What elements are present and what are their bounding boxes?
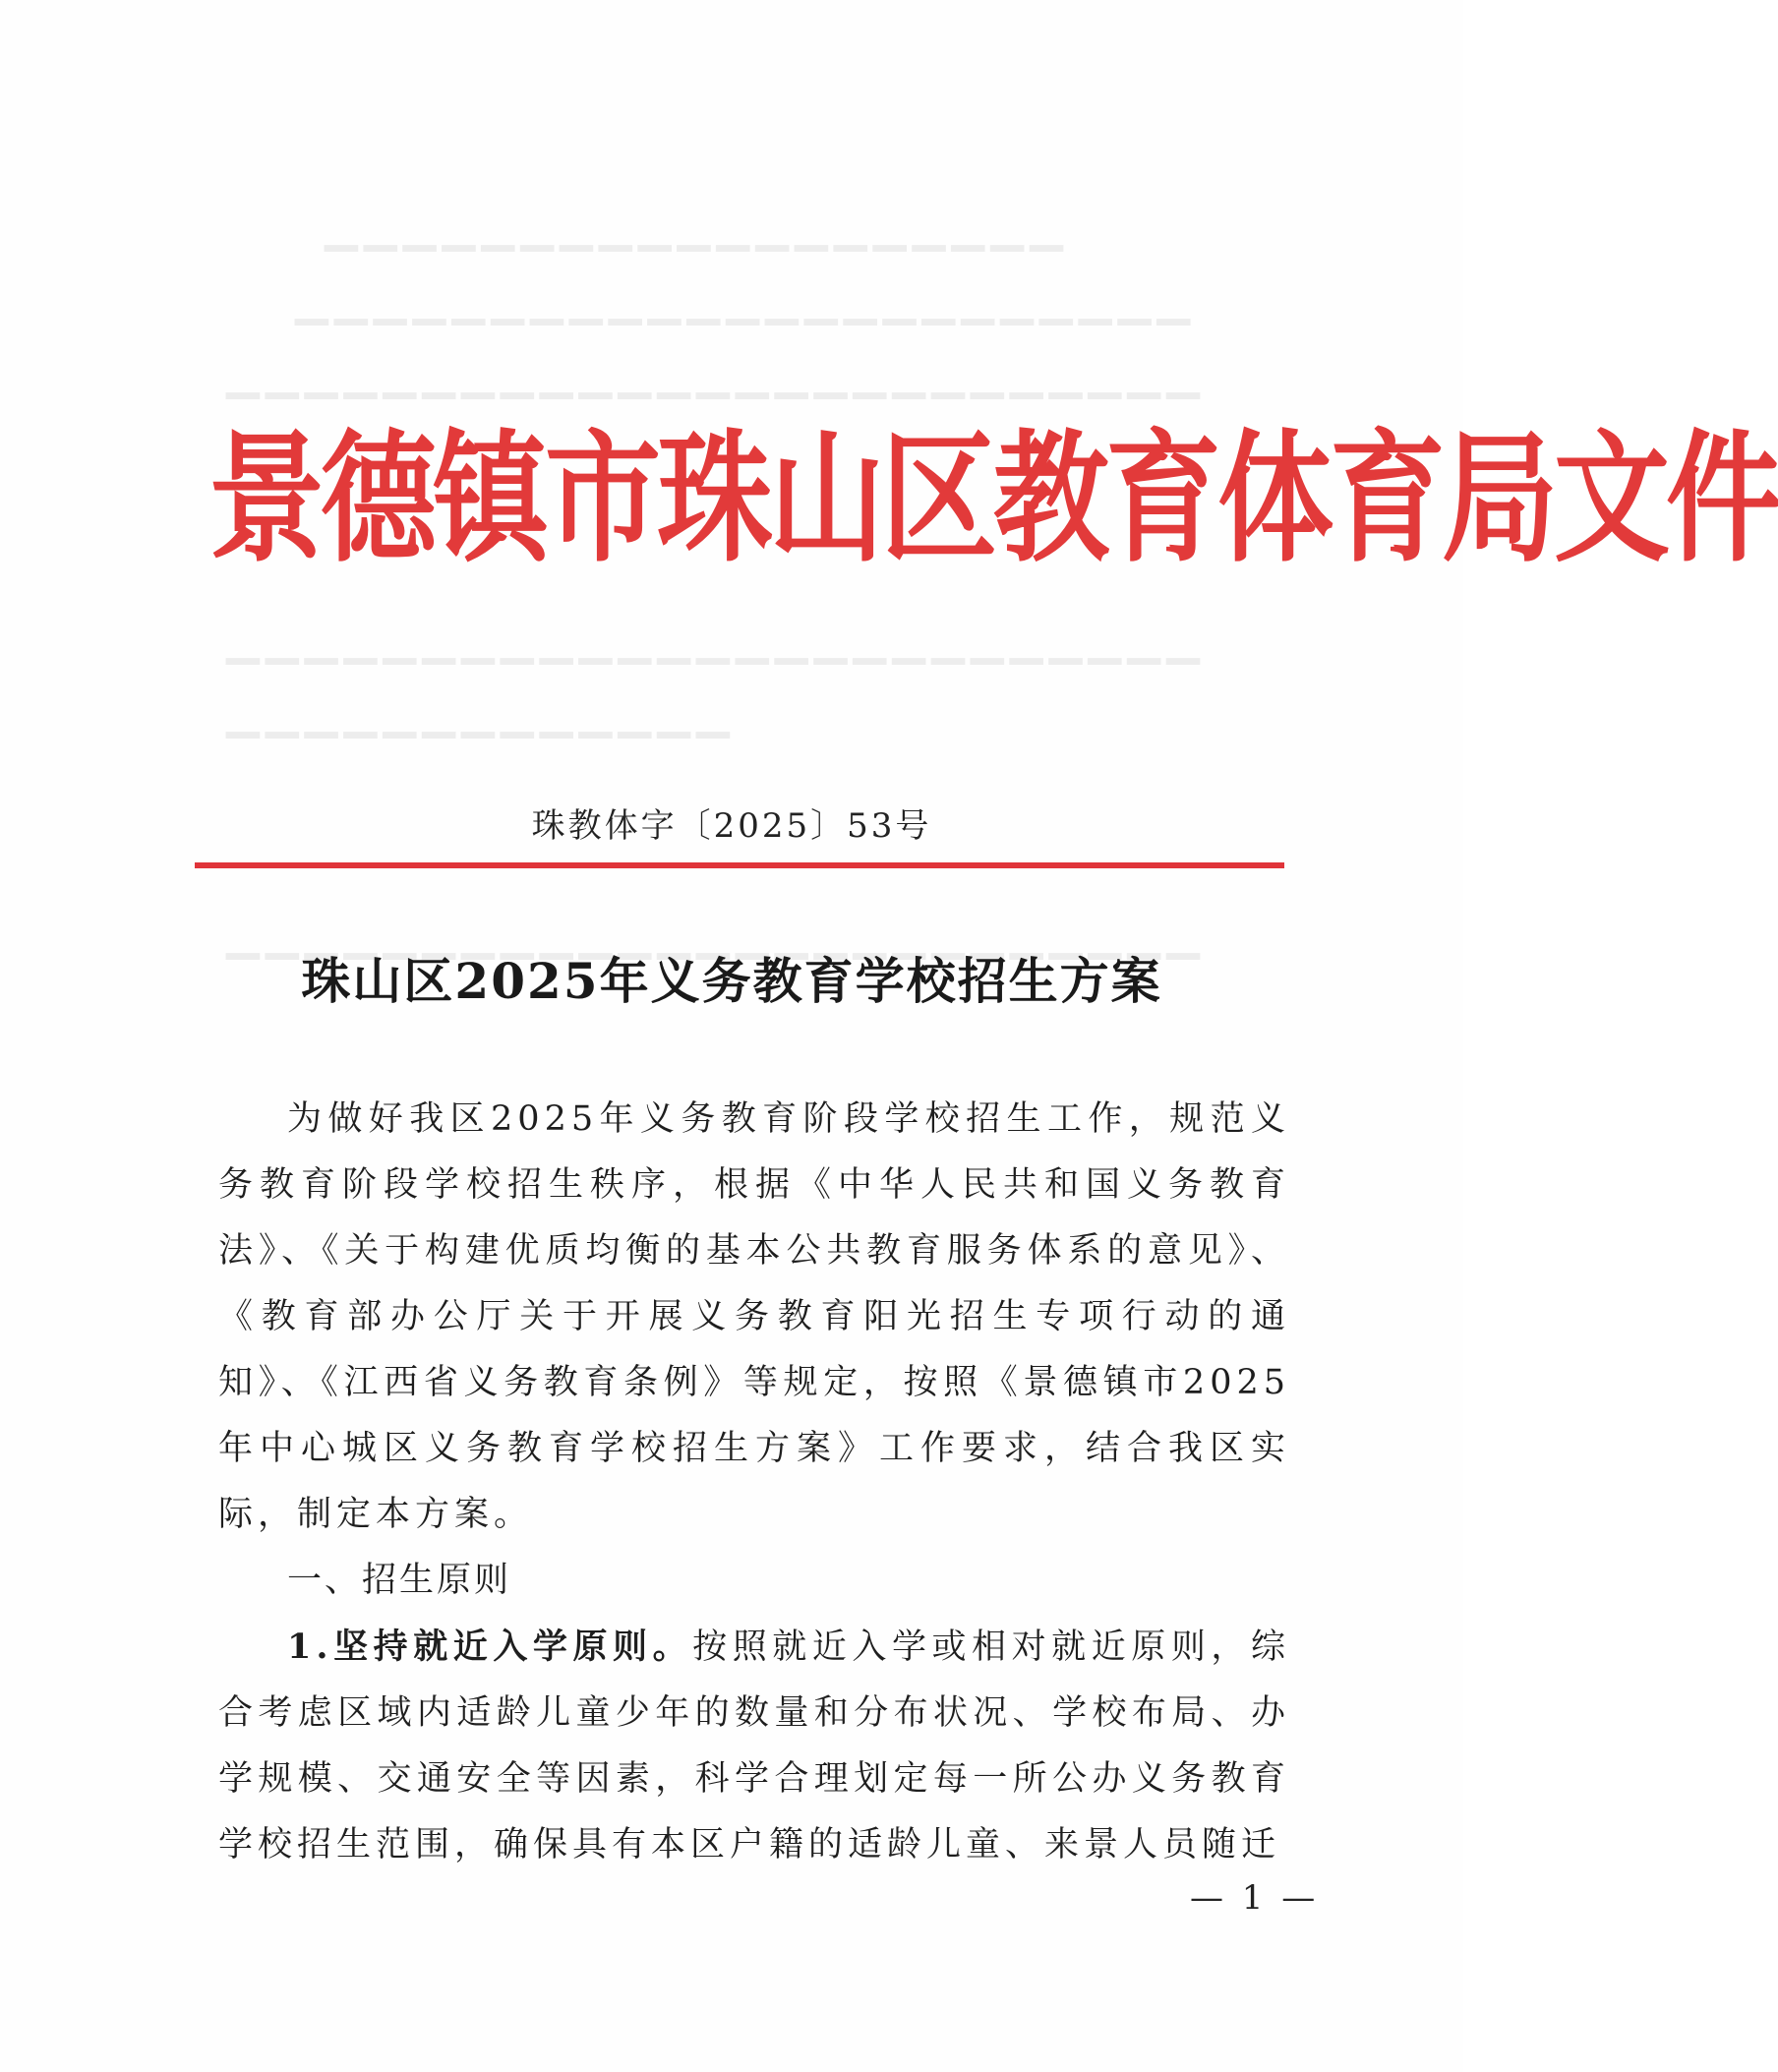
document-number: 珠教体字〔2025〕53号 — [531, 806, 932, 846]
issuer-header-title: 景德镇市珠山区教育体育局文件 — [208, 415, 1778, 582]
page-number: — 1 — — [1190, 1878, 1320, 1918]
red-separator-rule — [195, 862, 1284, 868]
bleed-through-line: ▁▁▁▁▁▁▁▁▁▁▁▁▁ — [226, 688, 736, 739]
document-body — [218, 1087, 1290, 1878]
principle-1-text: 按照就近入学或相对就近原则，综合考虑区域内适龄儿童少年的数量和分布状况、学校布局、办学规模、交通安全等因素，科学合理划定每一所公办义务教育学校招生范围，确保具有本区户籍的适龄儿童、来景人员随迁 — [218, 1628, 1290, 1865]
intro-paragraph: 为做好我区2025年义务教育阶段学校招生工作，规范义务教育阶段学校招生秩序，根据《中华人民共和国义务教育法》、《关于构建优质均衡的基本公共教育服务体系的意见》、《教育部办公厅关于开展义务教育阳光招生专项行动的通知》、《江西省义务教育条例》等规定，按照《景德镇市2025年中心城区义务教育学校招生方案》工作要求，结合我区实际，制定本方案。 — [218, 1099, 1290, 1534]
bleed-through-line: ▁▁▁▁▁▁▁▁▁▁▁▁▁▁▁▁▁▁▁ — [325, 202, 1069, 252]
bleed-through-line: ▁▁▁▁▁▁▁▁▁▁▁▁▁▁▁▁▁▁▁▁▁▁▁▁▁ — [226, 910, 1206, 960]
bleed-through-line: ▁▁▁▁▁▁▁▁▁▁▁▁▁▁▁▁▁▁▁▁▁▁▁▁▁ — [226, 615, 1206, 665]
principle-1-paragraph — [218, 1614, 1290, 1878]
bleed-through-line: ▁▁▁▁▁▁▁▁▁▁▁▁▁▁▁▁▁▁▁▁▁▁▁▁▁ — [226, 349, 1206, 399]
document-title: 珠山区2025年义务教育学校招生方案 — [301, 952, 1162, 1010]
bleed-through-line: ▁▁▁▁▁▁▁▁▁▁▁▁▁▁▁▁▁▁▁▁▁▁▁ — [295, 275, 1197, 326]
principle-1-lead: 1.坚持就近入学原则。 — [287, 1627, 693, 1667]
section-heading-principles: 一、招生原则 — [287, 1561, 512, 1600]
